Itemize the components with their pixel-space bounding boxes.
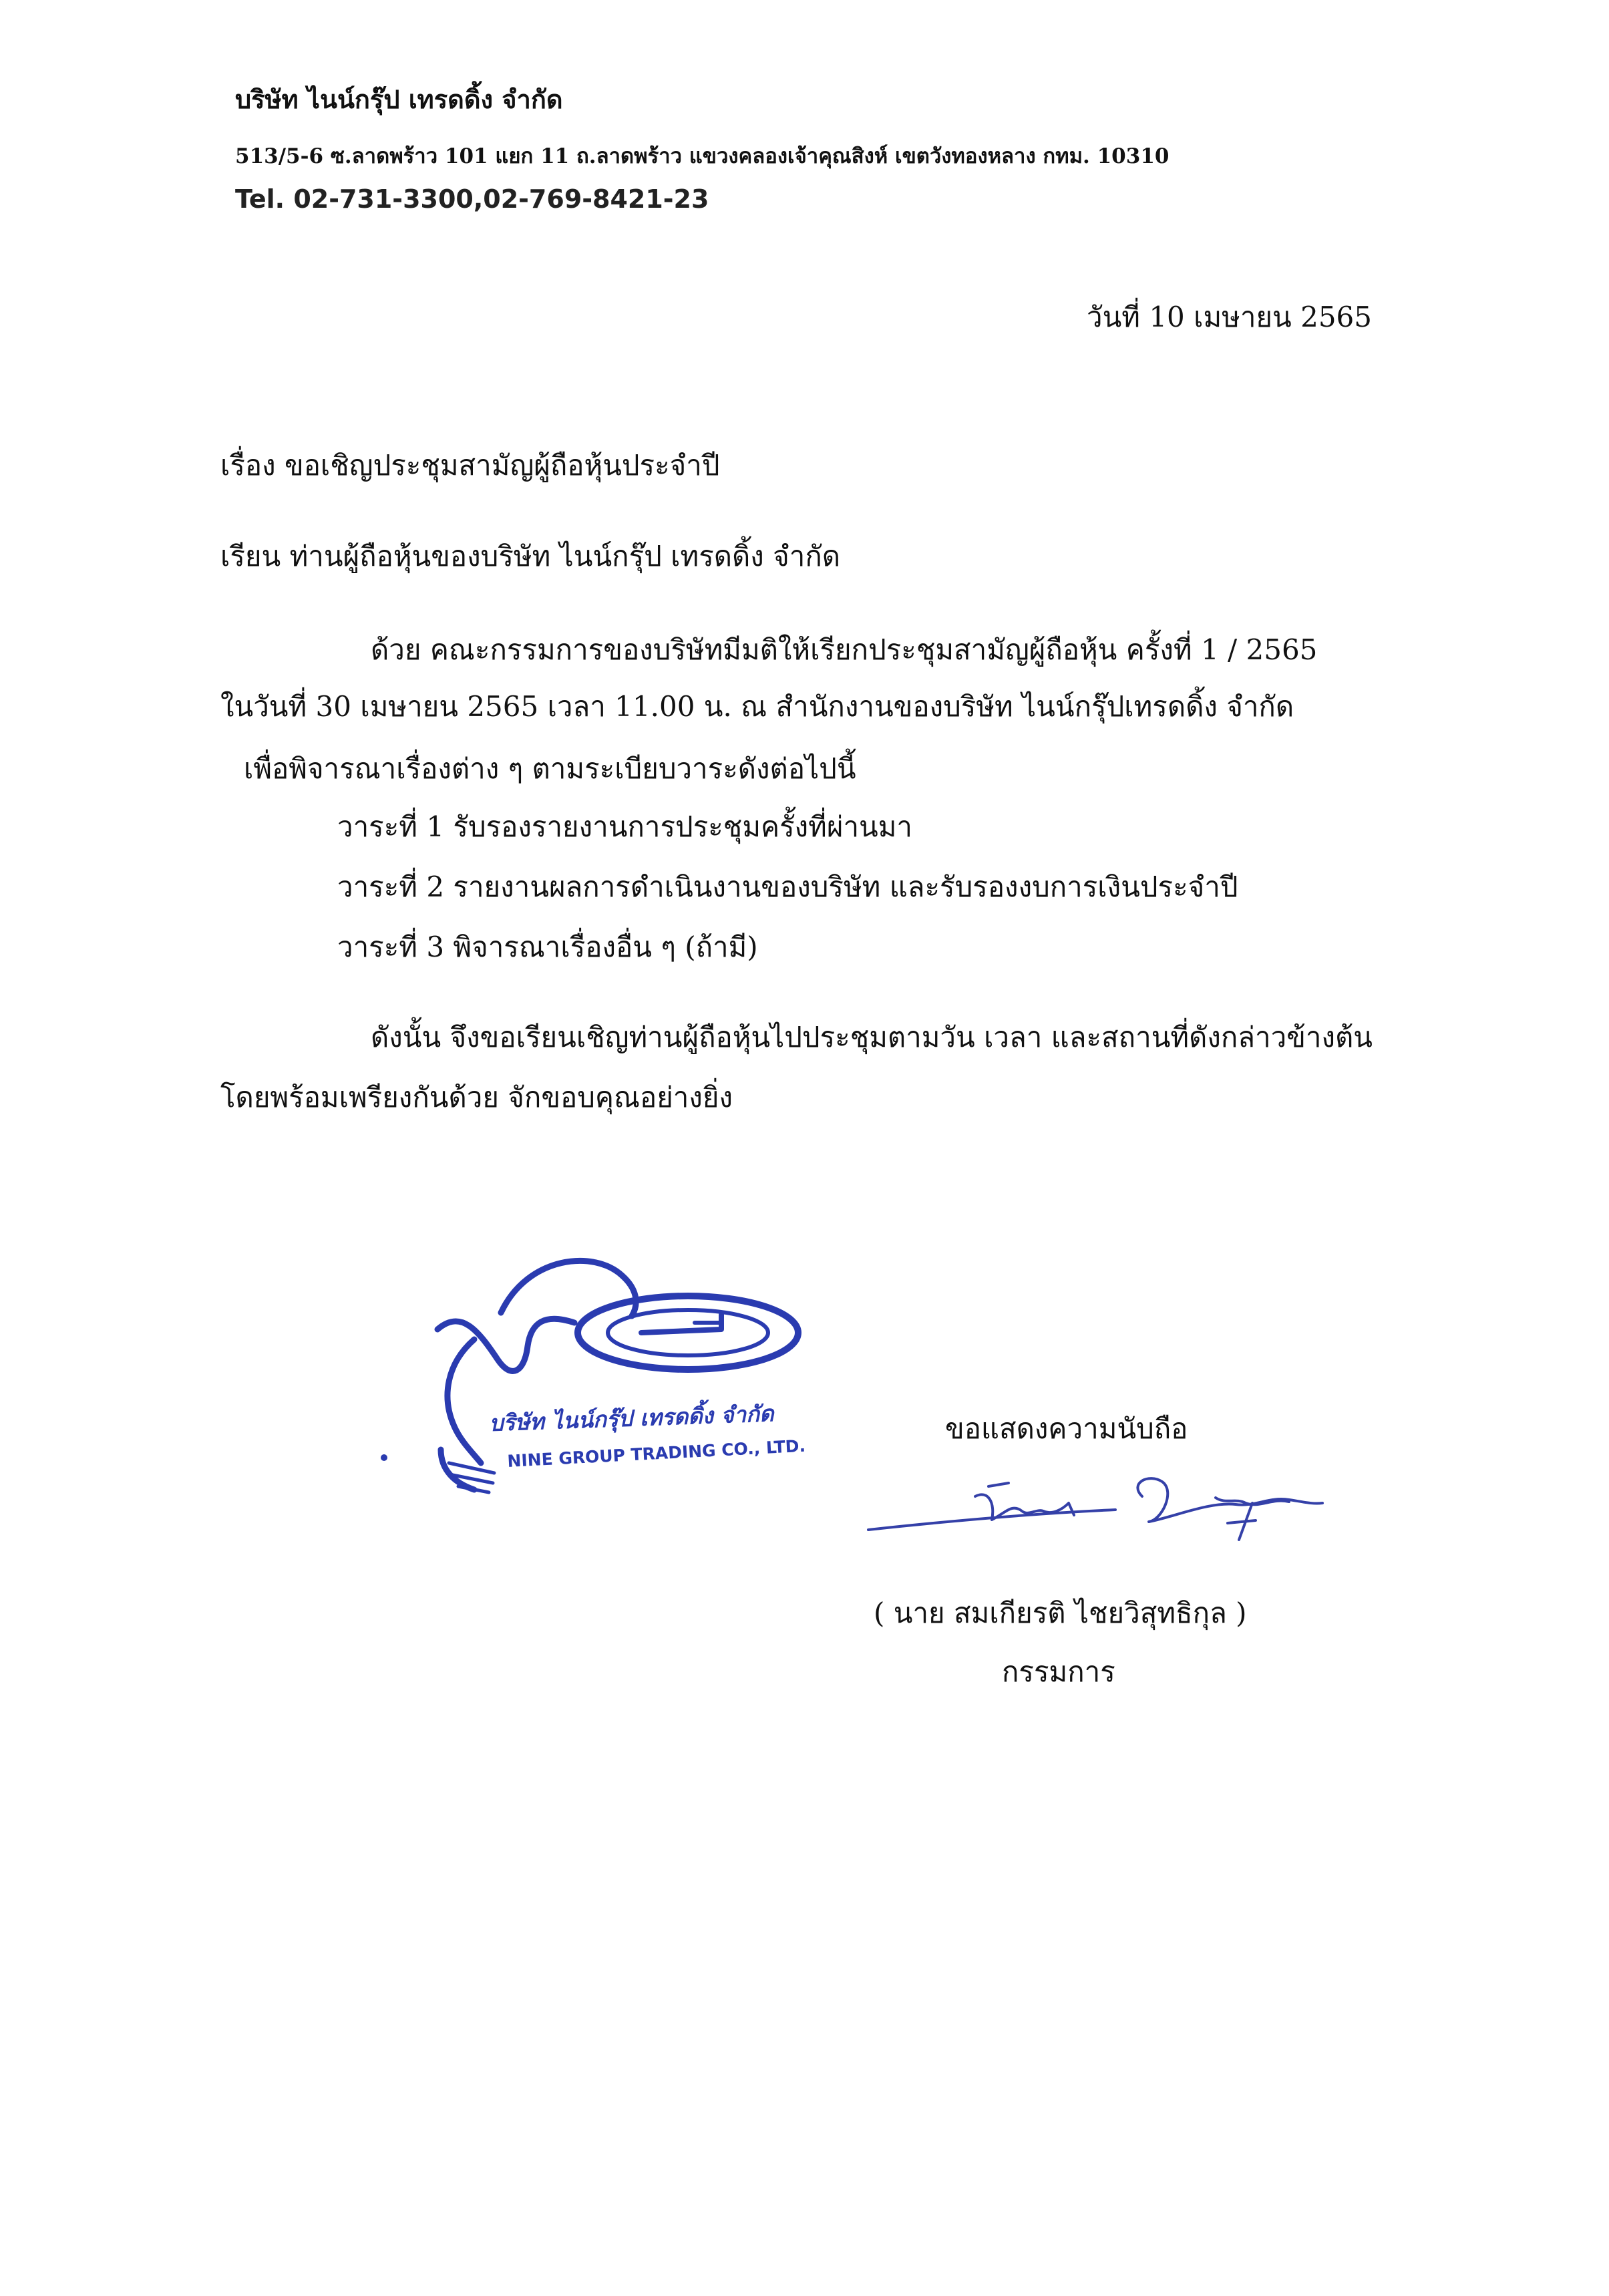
- agenda-item: วาระที่ 1 รับรองรายงานการประชุมครั้งที่ผ่านมา: [337, 810, 913, 843]
- agenda-item: วาระที่ 2 รายงานผลการดำเนินงานของบริษัท และรับรองงบการเงินประจำปี: [337, 870, 1238, 903]
- closing-phrase: ขอแสดงความนับถือ: [945, 1412, 1188, 1445]
- signatory-title: กรรมการ: [1002, 1655, 1115, 1688]
- body-paragraph-2-line-2: โดยพร้อมเพรียงกันด้วย จักขอบคุณอย่างยิ่ง: [220, 1081, 733, 1114]
- company-stamp-logo: [374, 1229, 828, 1510]
- letter-subject: เรื่อง ขอเชิญประชุมสามัญผู้ถือหุ้นประจำปี: [220, 449, 720, 482]
- body-paragraph-2-line-1: ดังนั้น จึงขอเรียนเชิญท่านผู้ถือหุ้นไปประชุมตามวัน เวลา และสถานที่ดังกล่าวข้างต้น: [371, 1021, 1373, 1053]
- company-name: บริษัท ไนน์กรุ๊ป เทรดดิ้ง จำกัด: [235, 84, 563, 114]
- svg-text:NINE GROUP TRADING CO., LTD.: NINE GROUP TRADING CO., LTD.: [506, 1436, 806, 1471]
- signatory-name: ( นาย สมเกียรติ ไชยวิสุทธิกุล ): [874, 1597, 1247, 1629]
- letter-recipient: เรียน ท่านผู้ถือหุ้นของบริษัท ไนน์กรุ๊ป เทรดดิ้ง จำกัด: [220, 540, 841, 572]
- handwritten-signature: [862, 1450, 1343, 1556]
- company-telephone: Tel. 02-731-3300,02-769-8421-23: [235, 184, 709, 214]
- body-paragraph-1-line-3: เพื่อพิจารณาเรื่องต่าง ๆ ตามระเบียบวาระดังต่อไปนี้: [244, 752, 856, 785]
- body-paragraph-1-line-2: ในวันที่ 30 เมษายน 2565 เวลา 11.00 น. ณ สำนักงานของบริษัท ไนน์กรุ๊ปเทรดดิ้ง จำกัด: [220, 690, 1294, 723]
- body-paragraph-1-line-1: ด้วย คณะกรรมการของบริษัทมีมติให้เรียกประชุมสามัญผู้ถือหุ้น ครั้งที่ 1 / 2565: [371, 633, 1318, 666]
- company-address: 513/5-6 ซ.ลาดพร้าว 101 แยก 11 ถ.ลาดพร้าว แขวงคลองเจ้าคุณสิงห์ เขตวังทองหลาง กทม. 10310: [235, 144, 1170, 168]
- agenda-item: วาระที่ 3 พิจารณาเรื่องอื่น ๆ (ถ้ามี): [337, 931, 758, 963]
- letter-date: วันที่ 10 เมษายน 2565: [1087, 301, 1372, 333]
- svg-text:บริษัท ไนน์กรุ๊ป เทรดดิ้ง จำกั: บริษัท ไนน์กรุ๊ป เทรดดิ้ง จำกัด: [488, 1400, 775, 1436]
